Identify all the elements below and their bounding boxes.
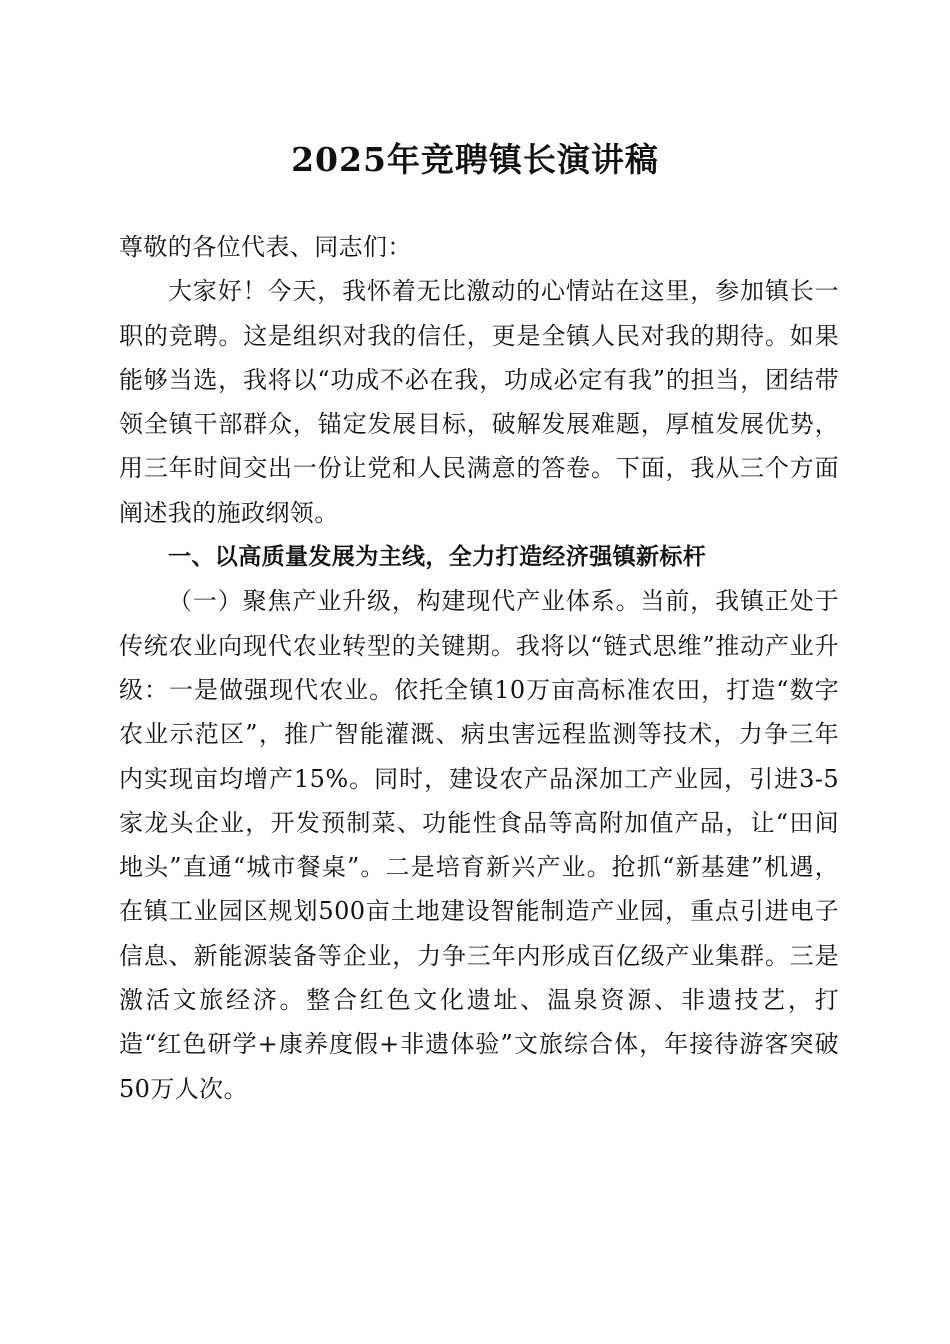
section-paragraph-1-1: （一）聚焦产业升级，构建现代产业体系。当前，我镇正处于传统农业向现代农业转型的关键期。我将以“链式思维”推动产业升级：一是做强现代农业。依托全镇10万亩高标准农田，打造“数字农业示范区”，推广智能灌溉、病虫害远程监测等技术，力争三年内实现亩均增产15%。同时，建设农产品深加工产业园，引进3-5家龙头企业，开发预制菜、功能性食品等高附加值产品，让“田间地头”直通“城市餐桌”。二是培育新兴产业。抢抓“新基建”机遇，在镇工业园区规划500亩土地建设智能制造产业园，重点引进电子信息、新能源装备等企业，力争三年内形成百亿级产业集群。三是激活文旅经济。整合红色文化遗址、温泉资源、非遗技艺，打造“红色研学+康养度假+非遗体验”文旅综合体，年接待游客突破50万人次。 — [119, 587, 839, 1103]
section-heading-1: 一、以高质量发展为主线，全力打造经济强镇新标杆 — [168, 544, 707, 571]
document-body — [119, 225, 839, 1111]
document-title: 2025年竞聘镇长演讲稿 — [291, 140, 659, 179]
salutation: 尊敬的各位代表、同志们： — [119, 233, 412, 261]
intro-paragraph: 大家好！今天，我怀着无比激动的心情站在这里，参加镇长一职的竞聘。这是组织对我的信任，更是全镇人民对我的期待。如果能够当选，我将以“功成不必在我，功成必定有我”的担当，团结带领全镇干部群众，锚定发展目标，破解发展难题，厚植发展优势，用三年时间交出一份让党和人民满意的答卷。下面，我从三个方面阐述我的施政纲领。 — [119, 277, 839, 527]
